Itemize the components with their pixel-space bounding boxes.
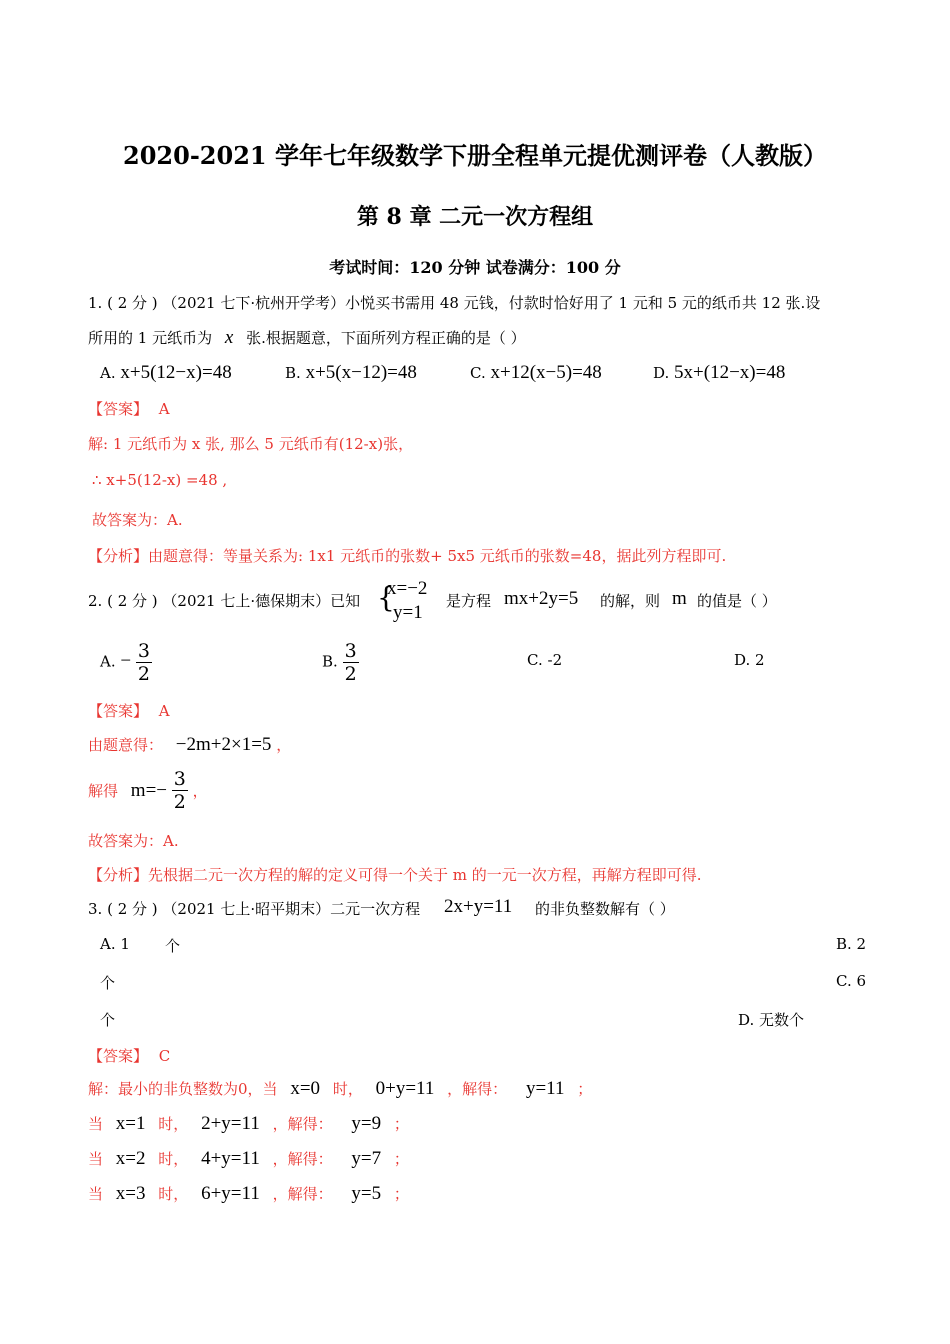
q2-solution-fraction: $\frac{3}{2}$	[173, 768, 186, 813]
q3-equation: 2x+y=11	[444, 896, 513, 917]
q3-answer: 【答案】 C	[88, 1047, 171, 1065]
q1-analysis: 【分析】由题意得：等量关系为: 1x1 元纸币的张数+ 5x5 元纸币的张数=48，据此列方程即可.	[88, 547, 727, 565]
q1-answer: 【答案】 A	[88, 400, 170, 418]
q2-option-a-fraction: $\frac{3}{2}$	[137, 640, 150, 685]
q3-solution-row: 当 x=1 时， 2+y=11 ，解得： y=9 ；	[88, 1113, 409, 1134]
q2-stem-part4: 的值是（ ）	[697, 592, 777, 610]
q1-solution-line2: ∴ x+5(12-x) =48 ,	[92, 471, 228, 489]
q1-option-a: A. x+5(12−x)=48	[100, 362, 232, 383]
q2-option-c: C. -2	[527, 651, 563, 669]
exam-info: 考试时间：120 分钟 试卷满分：100 分	[329, 258, 621, 277]
q1-solution-line3: 故答案为：A.	[92, 511, 183, 529]
q3-stem-part2: 的非负整数解有（ ）	[535, 900, 675, 918]
q3-option-a-unit: 个	[165, 937, 181, 955]
chapter-title: 第 8 章 二元一次方程组	[356, 204, 594, 230]
q1-option-expr: x+5(12−x)=48	[120, 362, 232, 383]
q3-option-d: D. 无数个	[738, 1011, 805, 1029]
q2-option-b: B. $\frac{3}{2}$	[322, 640, 357, 685]
q2-option-a: A. − $\frac{3}{2}$	[100, 640, 150, 685]
q2-system-eq1: x=−2	[387, 578, 428, 599]
q1-option-c: C. x+12(x−5)=48	[470, 362, 602, 383]
q1-stem-part: 张.根据题意，下面所列方程正确的是（ ）	[246, 329, 526, 347]
q2-analysis: 【分析】先根据二元一次方程的解的定义可得一个关于 m 的一元一次方程，再解方程即可得.	[88, 866, 702, 884]
q3-solution-row: 当 x=2 时， 4+y=11 ，解得： y=7 ；	[88, 1148, 409, 1169]
q3-stem-part1: 3. ( 2 分 ) （2021 七上·昭平期末）二元一次方程	[88, 900, 421, 918]
q3-solution-row: 当 x=3 时， 6+y=11 ，解得： y=5 ；	[88, 1183, 409, 1204]
q1-var-x: x	[224, 327, 234, 348]
q2-solution-line1: 由题意得： −2m+2×1=5 ，	[88, 734, 292, 755]
q2-stem-part1: 2. ( 2 分 ) （2021 七上·德保期末）已知	[88, 592, 361, 610]
q1-option-b: B. x+5(x−12)=48	[285, 362, 417, 383]
q1-stem-part: 所用的 1 元纸币为	[88, 329, 213, 347]
q2-solution-line2: 解得 m=− $\frac{3}{2}$ ，	[88, 768, 208, 813]
q2-answer: 【答案】 A	[88, 702, 170, 720]
q1-solution-line1: 解: 1 元纸币为 x 张, 那么 5 元纸币有(12-x)张，	[88, 435, 414, 453]
q3-solution-line1: 解：最小的非负整数为0，当 x=0 时， 0+y=11 ，解得： y=11 ；	[88, 1078, 593, 1099]
q3-option-c-unit: 个	[100, 1011, 116, 1029]
document-title: 2020-2021 学年七年级数学下册全程单元提优测评卷（人教版）	[123, 141, 827, 170]
q2-stem-part2: 是方程	[446, 592, 492, 610]
q1-option-expr: x+5(x−12)=48	[305, 362, 417, 383]
q1-option-expr: 5x+(12−x)=48	[674, 362, 786, 383]
q2-system-brace: {	[377, 581, 395, 614]
q2-stem-part3: 的解，则	[600, 592, 661, 610]
q2-solution-line3: 故答案为：A.	[88, 832, 179, 850]
q1-option-d: D. 5x+(12−x)=48	[653, 362, 786, 383]
q3-option-a: A. 1	[100, 935, 130, 953]
q2-equation: mx+2y=5	[504, 588, 579, 609]
q1-stem-line1: 1. ( 2 分 ) （2021 七下·杭州开学考）小悦买书需用 48 元钱，付款时恰好用了 1 元和 5 元的纸币共 12 张.设	[88, 294, 821, 312]
q3-option-c: C. 6	[836, 972, 867, 990]
q2-system-eq2: y=1	[393, 602, 423, 623]
q1-option-expr: x+12(x−5)=48	[490, 362, 602, 383]
q2-var-m: m	[672, 588, 687, 609]
q1-stem-line2	[88, 327, 526, 349]
q2-option-d: D. 2	[734, 651, 765, 669]
q3-option-b-unit: 个	[100, 974, 116, 992]
q3-option-b: B. 2	[836, 935, 867, 953]
q2-option-b-fraction: $\frac{3}{2}$	[344, 640, 357, 685]
